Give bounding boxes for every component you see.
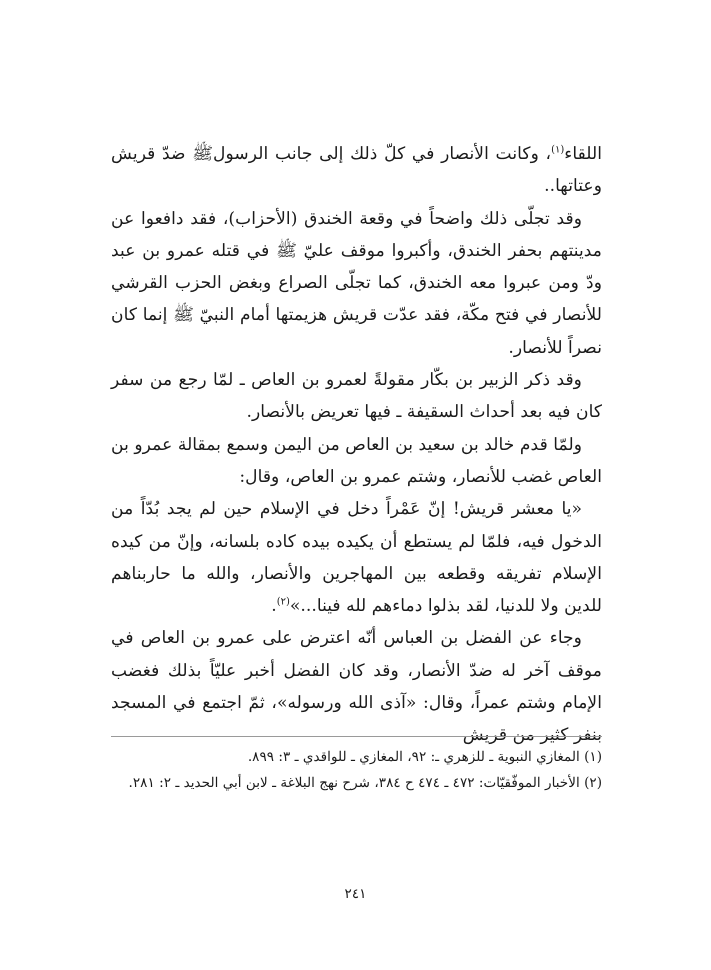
footnote-ref-1: (١) (551, 144, 565, 156)
paragraph-6: وجاء عن الفضل بن العباس أنّه اعترض على عمرو بن العاص في موقف آخر له ضدّ الأنصار، وقد كان الفضل أخبر عليّاً بذلك فغضب الإمام وشتم عمراً، وقال: «آذى الله ورسوله»، ثمّ اجتمع في المسجد بنفر كثير من قريش (111, 628, 602, 746)
quote-end: . (271, 596, 277, 617)
footnote-1: (١) المغازي النبوية ـ للزهري ـ: ٩٢، المغازي ـ للواقدي ـ ٣: ٨٩٩. (247, 749, 602, 765)
paragraph-2: وقد تجلّى ذلك واضحاً في وقعة الخندق (الأحزاب)، فقد دافعوا عن مدينتهم بحفر الخندق، وأكبروا موقف عليّ ﷺ في قتله عمرو بن عبد ودّ ومن عبروا معه الخندق، كما تجلّى الصراع وبغض الحزب القرشي للأنصار في فتح مكّة، فقد عدّت قريش هزيمتها أمام النبيّ ﷺ إنما كان نصراً للأنصار. (111, 208, 602, 358)
paragraph-4: ولمّا قدم خالد بن سعيد بن العاص من اليمن وسمع بمقالة عمرو بن العاص غضب للأنصار، وشتم عمرو بن العاص، وقال: (111, 434, 602, 487)
page-content (111, 138, 602, 791)
footnotes (111, 744, 602, 796)
paragraph-1-text-start: اللقاء (564, 144, 602, 164)
paragraph-5-quote (111, 493, 602, 622)
footnote-ref-2: (٢) (276, 596, 290, 608)
footnote-2: (٢) الأخبار الموفّقيّات: ٤٧٢ ـ ٤٧٤ ح ٣٨٤، شرح نهج البلاغة ـ لابن أبي الحديد ـ ٢: ٢٨١. (128, 775, 602, 791)
paragraph-1 (111, 138, 602, 203)
page-number: ٢٤١ (344, 886, 367, 902)
quote-text: «يا معشر قريش! إنّ عَمْراً دخل في الإسلام حين لم يجد بُدّاً من الدخول فيه، فلمّا لم يستطع أن يكيده بيده كاده بلسانه، وإنّ من كيده الإسلام تفريقه وقطعه بين المهاجرين والأنصار، والله ما حاربناهم للدين ولا للدنيا، لقد بذلوا دماءهم لله فينا...» (111, 499, 602, 617)
paragraph-3: وقد ذكر الزبير بن بكّار مقولةً لعمرو بن العاص ـ لمّا رجع من سفر كان فيه بعد أحداث السقيفة ـ فيها تعريض بالأنصار. (111, 370, 602, 423)
footnote-divider (111, 736, 602, 737)
main-text (111, 138, 602, 752)
paragraph-1-text-end: ، وكانت الأنصار في كلّ ذلك إلى جانب الرسولﷺ ضدّ قريش وعتاتها.. (111, 144, 602, 197)
